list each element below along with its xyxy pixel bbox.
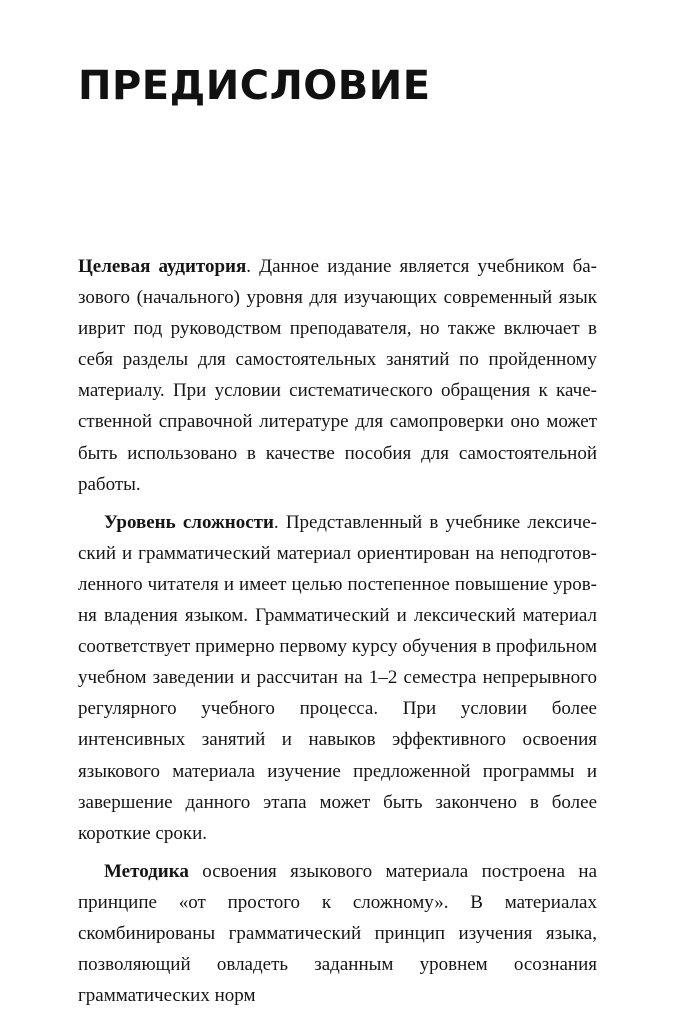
chapter-title: ПРЕДИСЛОВИЕ bbox=[78, 63, 431, 109]
paragraph-text: . Представленный в учебнике лексический и грамматический материал ориентирован на неподготовленного читателя и имеет целью постепенное повышение уровня владения языком. Грамматический и лексический материал соответствует примерно первому курсу обучения в профильном учебном заведении и рассчитан на 1–2 семестра непрерывного регулярного учебного процесса. При условии более интенсивных занятий и навыков эффективного освоения языкового материала изучение предложенной программы и завершение данного этапа может быть закончено в более короткие сроки. bbox=[78, 511, 597, 844]
paragraph-target-audience bbox=[78, 251, 597, 500]
term-methodology: Методика bbox=[104, 860, 189, 882]
paragraph-methodology bbox=[78, 856, 597, 1011]
term-target-audience: Целевая аудитория bbox=[78, 256, 247, 277]
paragraph-text: . Данное издание является учебником базового (начального) уровня для изучающих современный язык иврит под руководством преподавателя, но также включает в себя разделы для самостоятельных занятий по пройденному материалу. При условии систематического обращения к качественной справочной литературе для самопроверки оно может быть использовано в качестве пособия для самостоятельной работы. bbox=[78, 256, 597, 495]
paragraph-text: освоения языкового материала построена на принципе «от простого к сложному». В материалах скомбинированы грамматический принцип изучения языка, позволяющий овладеть заданным уровнем осознания грамматических норм bbox=[78, 860, 597, 1007]
paragraph-difficulty-level bbox=[78, 507, 597, 849]
body-text bbox=[78, 251, 597, 1011]
term-difficulty-level: Уровень сложности bbox=[104, 511, 274, 533]
